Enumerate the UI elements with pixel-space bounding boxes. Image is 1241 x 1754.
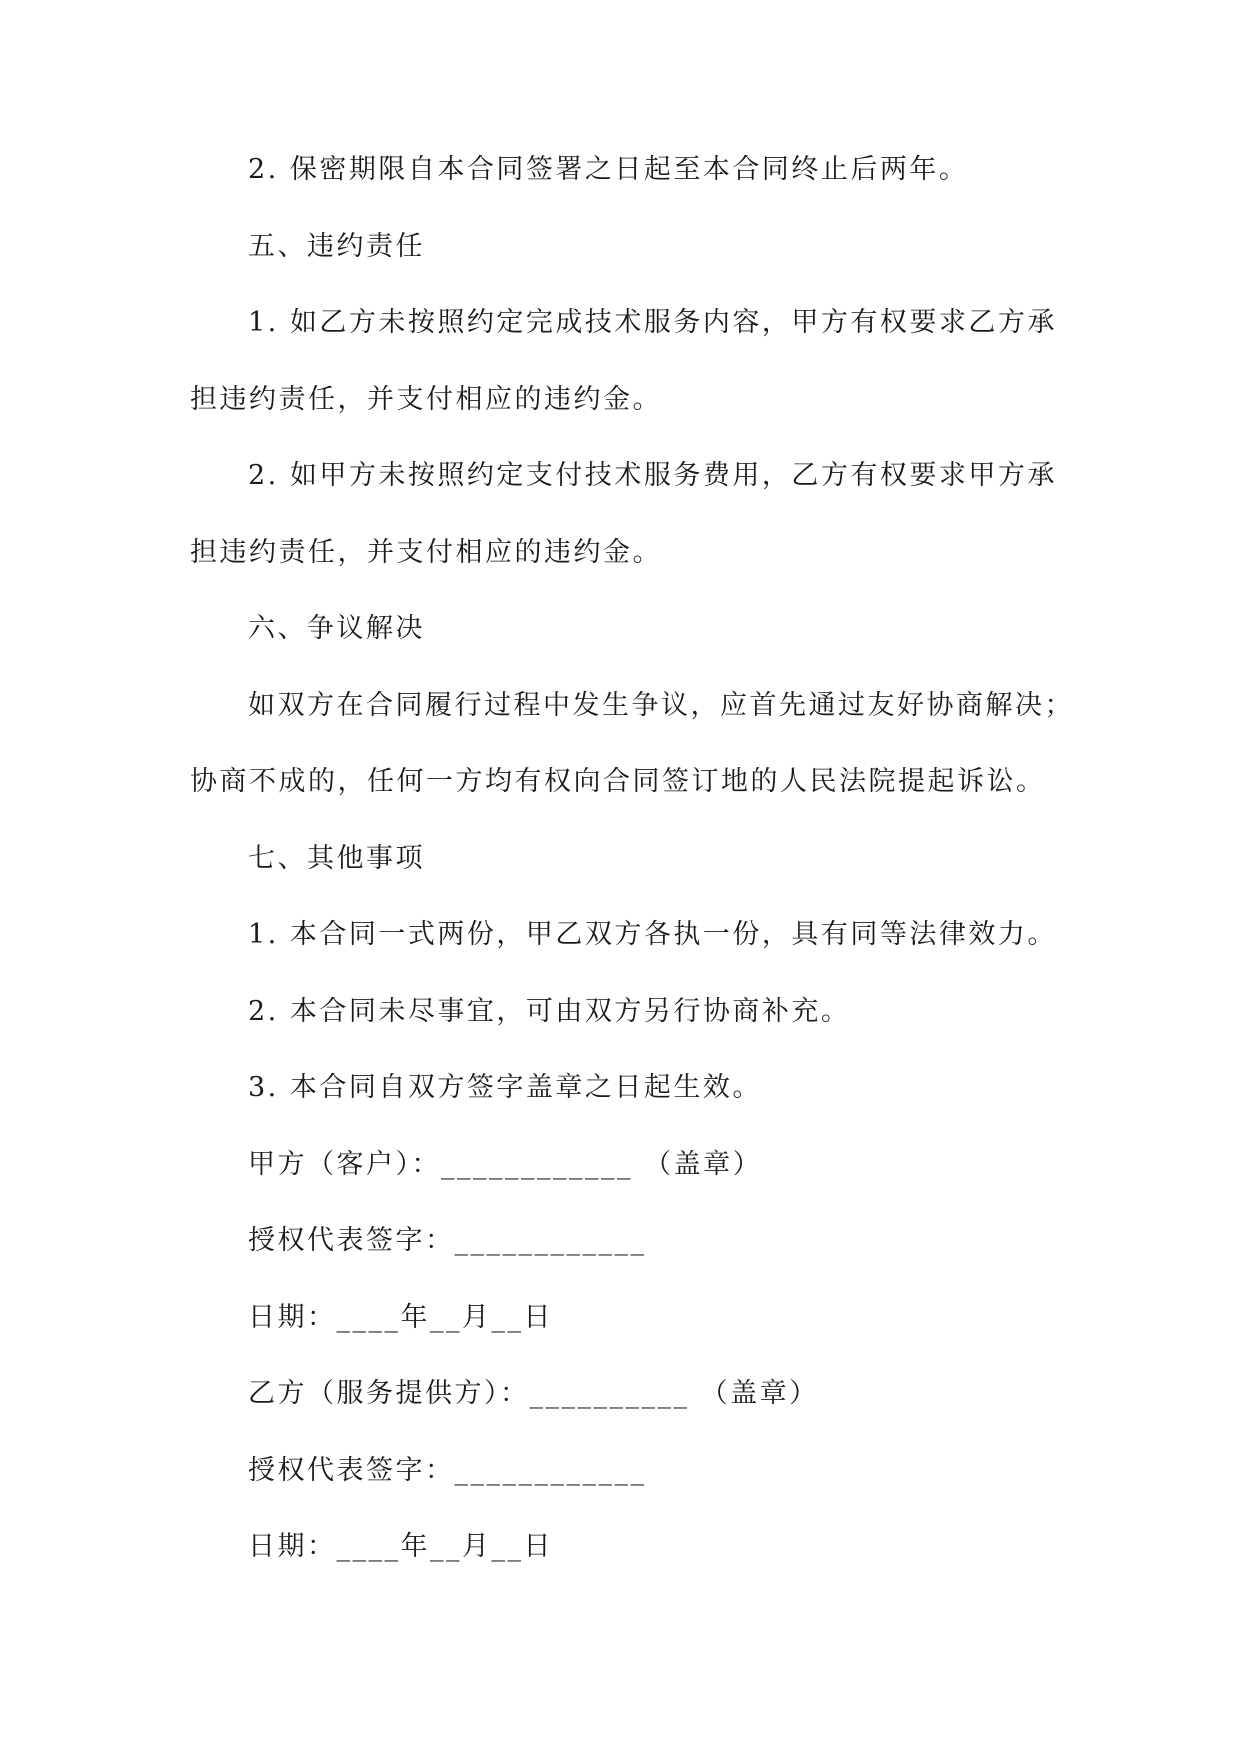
dispute-clause-line-2: 协商不成的，任何一方均有权向合同签订地的人民法院提起诉讼。 — [190, 766, 1046, 797]
breach-clause-1-line-1: 1. 如乙方未按照约定完成技术服务内容，甲方有权要求乙方承 — [248, 307, 1057, 338]
party-a-signature-line: 甲方（客户）：____________ （盖章） — [248, 1149, 763, 1180]
party-a-representative-line: 授权代表签字：____________ — [248, 1225, 647, 1256]
other-clause-1: 1. 本合同一式两份，甲乙双方各执一份，具有同等法律效力。 — [248, 919, 1057, 950]
confidentiality-term-clause: 2. 保密期限自本合同签署之日起至本合同终止后两年。 — [248, 154, 969, 185]
party-a-date-line: 日期：____年__月__日 — [248, 1302, 553, 1333]
breach-clause-2-line-2: 担违约责任，并支付相应的违约金。 — [190, 537, 662, 568]
section-heading-breach-liability: 五、违约责任 — [248, 231, 425, 262]
dispute-clause-line-1: 如双方在合同履行过程中发生争议，应首先通过友好协商解决； — [248, 690, 1074, 721]
section-heading-other-matters: 七、其他事项 — [248, 843, 425, 874]
section-heading-dispute-resolution: 六、争议解决 — [248, 613, 425, 644]
breach-clause-1-line-2: 担违约责任，并支付相应的违约金。 — [190, 384, 662, 415]
party-b-signature-line: 乙方（服务提供方）：__________ （盖章） — [248, 1378, 819, 1409]
party-b-date-line: 日期：____年__月__日 — [248, 1531, 553, 1562]
breach-clause-2-line-1: 2. 如甲方未按照约定支付技术服务费用，乙方有权要求甲方承 — [248, 460, 1057, 491]
other-clause-2: 2. 本合同未尽事宜，可由双方另行协商补充。 — [248, 996, 851, 1027]
other-clause-3: 3. 本合同自双方签字盖章之日起生效。 — [248, 1072, 762, 1103]
party-b-representative-line: 授权代表签字：____________ — [248, 1455, 647, 1486]
